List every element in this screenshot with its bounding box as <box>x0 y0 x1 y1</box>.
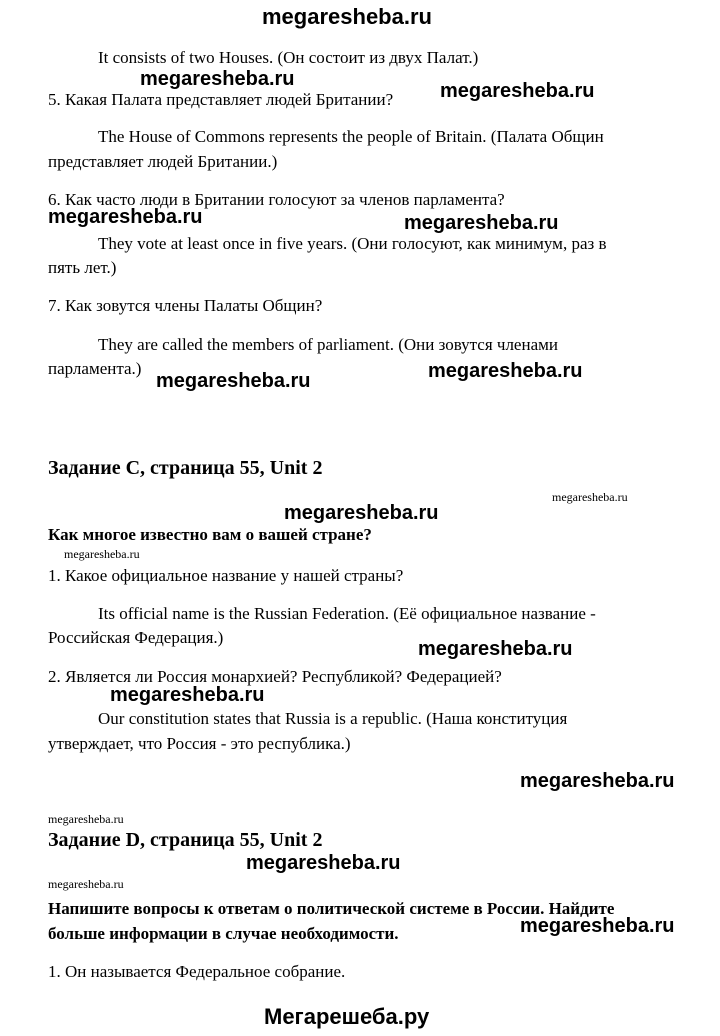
task-c-answer-1-line-2: Российская Федерация.) <box>48 628 224 647</box>
site-footer: Мегарешеба.ру <box>264 1004 430 1029</box>
watermark: megaresheba.ru <box>552 490 628 504</box>
answer-4-text: It consists of two Houses. (Он состоит из двух Палат.) <box>98 48 479 67</box>
task-c-subheading: Как многое известно вам о вашей стране? <box>48 525 372 544</box>
question-6: 6. Как часто люди в Британии голосуют за членов парламента? <box>48 190 505 209</box>
answer-7-line-1: They are called the members of parliament. (Они зовутся членами <box>98 335 558 354</box>
task-c-question-2: 2. Является ли Россия монархией? Республикой? Федерацией? <box>48 667 502 686</box>
answer-5-line-1: The House of Commons represents the people of Britain. (Палата Общин <box>98 127 604 146</box>
task-d-instruction-line-1: Напишите вопросы к ответам о политической системе в России. Найдите <box>48 899 615 918</box>
task-c-answer-2-line-1: Our constitution states that Russia is a republic. (Наша конституция <box>98 709 568 728</box>
task-c-answer-2-line-2: утверждает, что Россия - это республика.) <box>48 734 351 753</box>
watermark: megaresheba.ru <box>48 206 203 228</box>
watermark: megaresheba.ru <box>48 812 124 826</box>
answer-6-line-2: пять лет.) <box>48 258 117 277</box>
task-d-heading: Задание D, страница 55, Unit 2 <box>48 829 323 851</box>
watermark: megaresheba.ru <box>64 547 140 561</box>
task-d-instruction-line-2: больше информации в случае необходимости. <box>48 924 399 943</box>
task-c-heading: Задание C, страница 55, Unit 2 <box>48 457 323 479</box>
answer-5-line-2: представляет людей Британии.) <box>48 152 278 171</box>
watermark: megaresheba.ru <box>284 502 439 524</box>
watermark: megaresheba.ru <box>140 68 295 90</box>
task-c-answer-1-line-1: Its official name is the Russian Federation. (Её официальное название - <box>98 604 596 623</box>
watermark: megaresheba.ru <box>418 638 573 660</box>
watermark: megaresheba.ru <box>520 770 675 792</box>
question-7: 7. Как зовутся члены Палаты Общин? <box>48 296 323 315</box>
watermark: megaresheba.ru <box>246 852 401 874</box>
watermark: megaresheba.ru <box>404 212 559 234</box>
answer-6-line-1: They vote at least once in five years. (Они голосуют, как минимум, раз в <box>98 234 607 253</box>
task-d-question-1: 1. Он называется Федеральное собрание. <box>48 962 346 981</box>
site-header: megaresheba.ru <box>262 4 432 29</box>
watermark: megaresheba.ru <box>440 80 595 102</box>
watermark: megaresheba.ru <box>156 370 311 392</box>
answer-7-line-2: парламента.) <box>48 359 142 378</box>
task-c-question-1: 1. Какое официальное название у нашей страны? <box>48 566 404 585</box>
watermark: megaresheba.ru <box>428 360 583 382</box>
watermark: megaresheba.ru <box>110 684 265 706</box>
watermark: megaresheba.ru <box>520 915 675 937</box>
watermark: megaresheba.ru <box>48 877 124 891</box>
question-5: 5. Какая Палата представляет людей Британии? <box>48 90 394 109</box>
